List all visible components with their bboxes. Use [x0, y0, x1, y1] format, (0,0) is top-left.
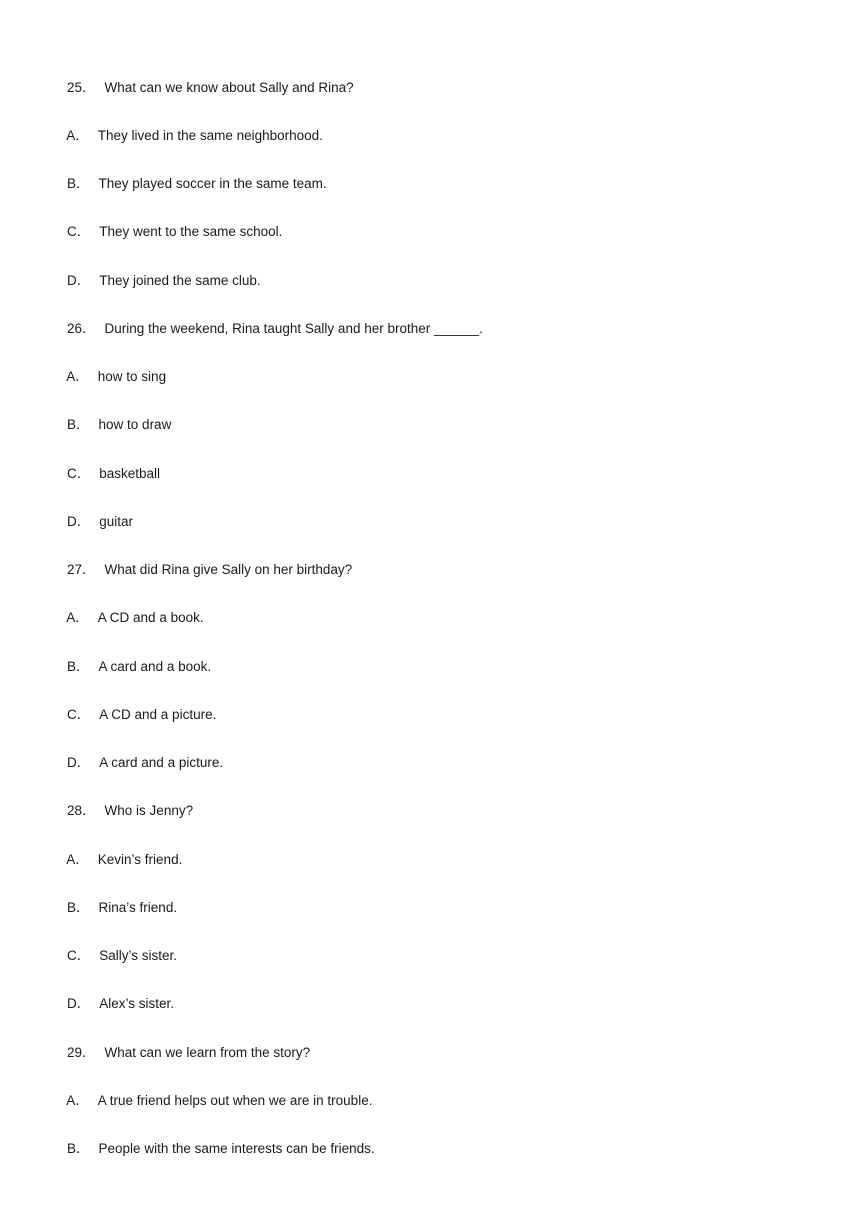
- option-letter: B．: [67, 1141, 90, 1156]
- option-text: guitar: [99, 514, 134, 529]
- option-letter: C．: [67, 224, 91, 239]
- option-letter: A．: [66, 852, 89, 867]
- option-text: They went to the same school.: [99, 224, 283, 239]
- option-letter: B．: [67, 417, 90, 432]
- question-text: Who is Jenny?: [104, 803, 194, 818]
- option-text: A card and a book.: [98, 659, 212, 674]
- option-29-b[interactable]: [52, 1122, 375, 1176]
- option-letter: A．: [66, 610, 89, 625]
- question-27: [52, 543, 352, 597]
- option-25-d[interactable]: [52, 254, 261, 308]
- option-letter: D．: [67, 514, 91, 529]
- option-text: People with the same interests can be friends.: [98, 1141, 375, 1156]
- option-letter: A．: [66, 369, 89, 384]
- option-letter: D．: [67, 996, 91, 1011]
- question-number: 28．: [67, 803, 96, 818]
- option-26-b[interactable]: [52, 398, 171, 452]
- question-28: [52, 784, 193, 838]
- question-number: 25．: [67, 80, 96, 95]
- option-text: how to draw: [98, 417, 172, 432]
- question-number: 27．: [67, 562, 96, 577]
- option-26-d[interactable]: [52, 495, 133, 549]
- option-letter: A．: [66, 1093, 89, 1108]
- option-text: basketball: [99, 466, 161, 481]
- option-text: A CD and a book.: [97, 610, 204, 625]
- option-text: A card and a picture.: [99, 755, 224, 770]
- option-text: Sally’s sister.: [99, 948, 178, 963]
- option-text: They joined the same club.: [99, 273, 261, 288]
- option-text: Rina’s friend.: [98, 900, 178, 915]
- option-text: A true friend helps out when we are in trouble.: [97, 1093, 373, 1108]
- option-letter: D．: [67, 273, 91, 288]
- option-text: how to sing: [97, 369, 167, 384]
- question-text: What did Rina give Sally on her birthday?: [104, 562, 353, 577]
- option-text: Alex’s sister.: [99, 996, 175, 1011]
- option-25-c[interactable]: [52, 205, 282, 259]
- option-text: They played soccer in the same team.: [98, 176, 327, 191]
- option-27-c[interactable]: [52, 688, 216, 742]
- option-text: Kevin’s friend.: [97, 852, 183, 867]
- option-26-a[interactable]: [52, 350, 166, 404]
- question-number: 29．: [67, 1045, 96, 1060]
- option-28-a[interactable]: [52, 833, 182, 887]
- option-letter: C．: [67, 466, 91, 481]
- option-26-c[interactable]: [52, 447, 160, 501]
- option-letter: B．: [67, 900, 90, 915]
- option-25-b[interactable]: [52, 157, 327, 211]
- option-letter: B．: [67, 176, 90, 191]
- option-27-b[interactable]: [52, 640, 211, 694]
- option-text: A CD and a picture.: [99, 707, 217, 722]
- question-text: What can we learn from the story?: [104, 1045, 311, 1060]
- question-text: During the weekend, Rina taught Sally and her brother ______.: [104, 321, 483, 336]
- question-text: What can we know about Sally and Rina?: [104, 80, 354, 95]
- option-25-a[interactable]: [52, 109, 323, 163]
- option-27-a[interactable]: [52, 591, 204, 645]
- option-letter: D．: [67, 755, 91, 770]
- option-text: They lived in the same neighborhood.: [97, 128, 323, 143]
- option-letter: A．: [66, 128, 89, 143]
- option-29-a[interactable]: [52, 1074, 372, 1128]
- option-letter: C．: [67, 707, 91, 722]
- option-letter: B．: [67, 659, 90, 674]
- question-29: [52, 1026, 310, 1080]
- question-26: [52, 302, 483, 356]
- option-28-b[interactable]: [52, 881, 177, 935]
- option-28-c[interactable]: [52, 929, 177, 983]
- option-27-d[interactable]: [52, 736, 223, 790]
- question-number: 26．: [67, 321, 96, 336]
- question-25: [52, 61, 354, 115]
- option-letter: C．: [67, 948, 91, 963]
- option-28-d[interactable]: [52, 977, 174, 1031]
